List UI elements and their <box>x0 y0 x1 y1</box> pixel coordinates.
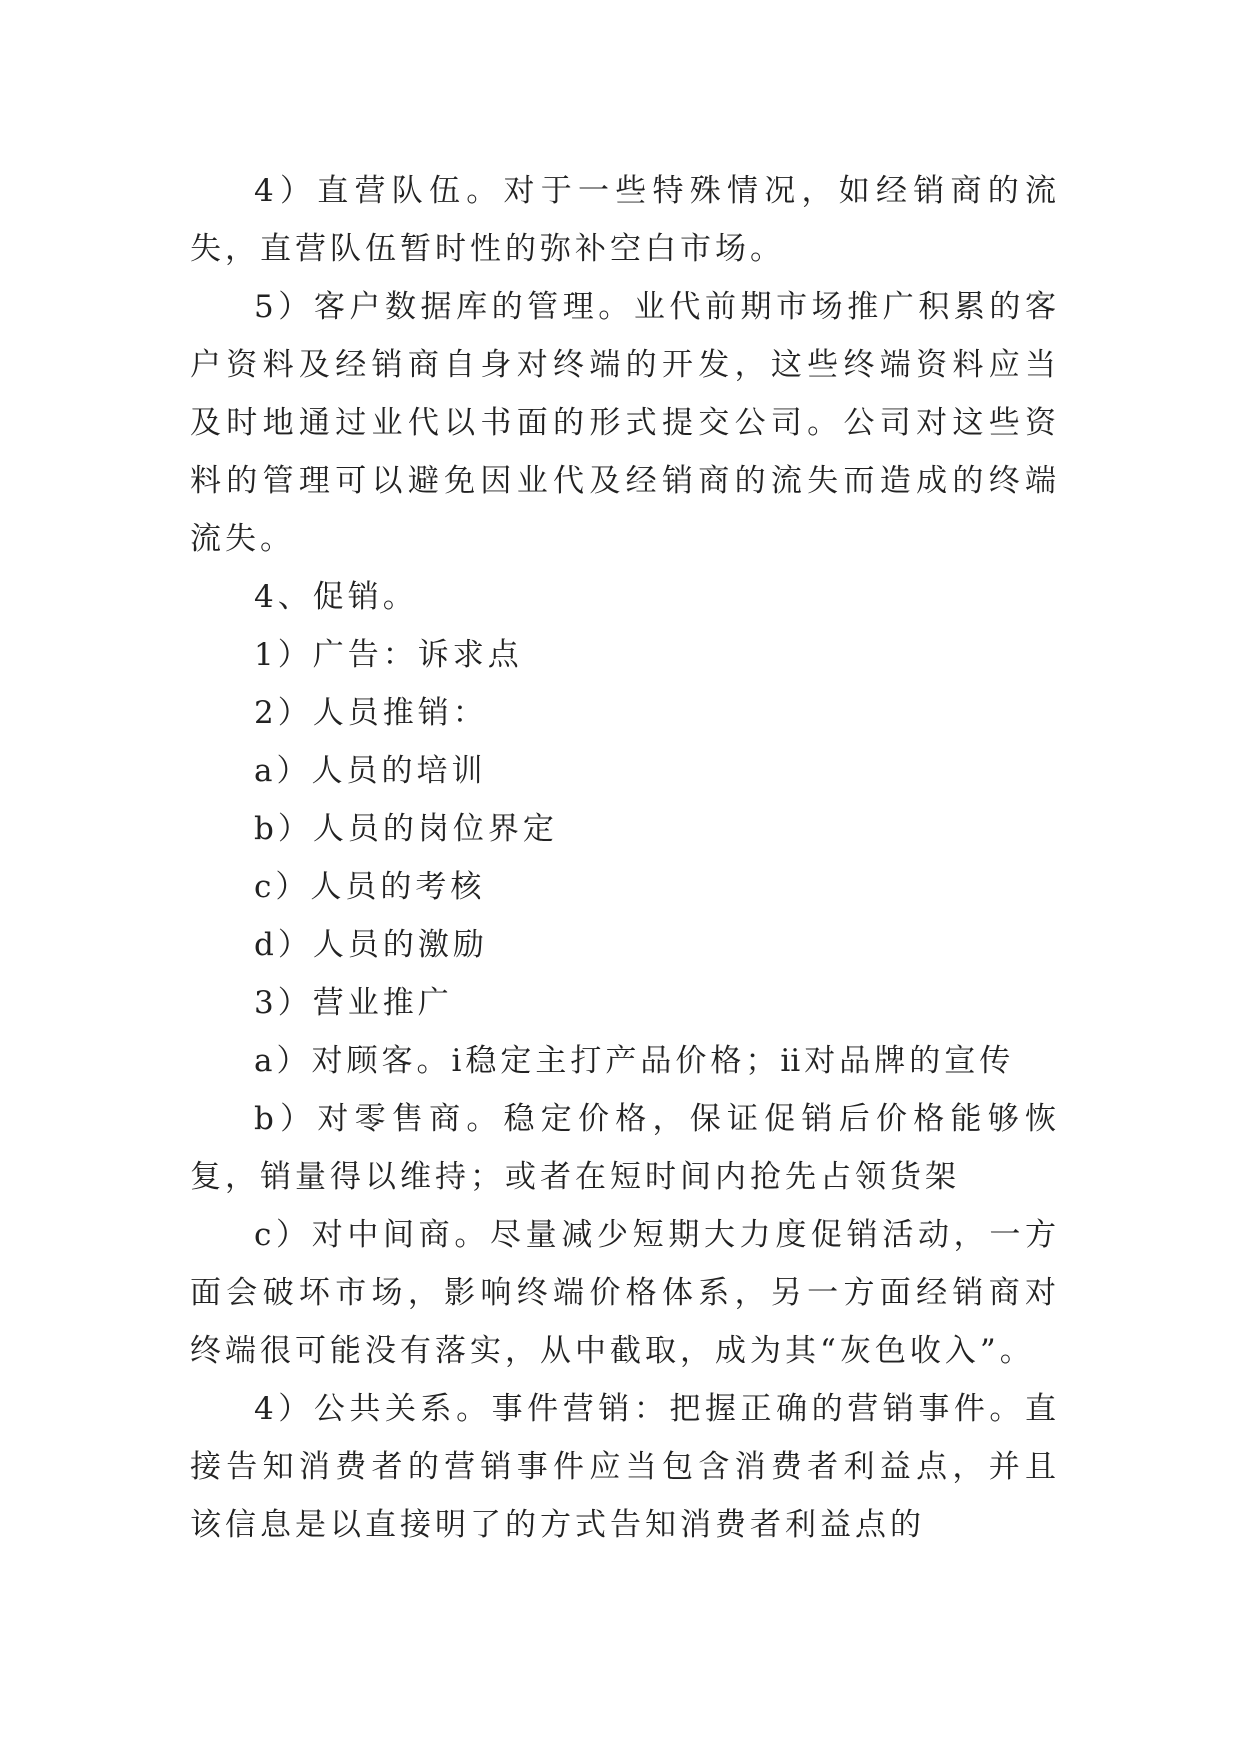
list-item-to-customers: a）对顾客。ⅰ稳定主打产品价格；ⅱ对品牌的宣传 <box>254 1043 1015 1079</box>
list-item-sales-promotion: 3）营业推广 <box>254 985 453 1021</box>
paragraph-to-retailers: b）对零售商。稳定价格，保证促销后价格能够恢复，销量得以维持；或者在短时间内抢先占领货架 <box>190 1101 1060 1195</box>
paragraph-customer-database: 5）客户数据库的管理。业代前期市场推广积累的客户资料及经销商自身对终端的开发，这些终端资料应当及时地通过业代以书面的形式提交公司。公司对这些资料的管理可以避免因业代及经销商的流失而造成的终端流失。 <box>190 289 1060 557</box>
list-item-staff-training: a）人员的培训 <box>254 753 487 789</box>
list-item-staff-assessment: c）人员的考核 <box>254 869 486 905</box>
paragraph-to-middlemen: c）对中间商。尽量减少短期大力度促销活动，一方面会破坏市场，影响终端价格体系，另一方面经销商对终端很可能没有落实，从中截取，成为其“灰色收入”。 <box>190 1217 1060 1369</box>
paragraph-direct-sales-team: 4）直营队伍。对于一些特殊情况，如经销商的流失，直营队伍暂时性的弥补空白市场。 <box>190 173 1060 267</box>
paragraph-public-relations: 4）公共关系。事件营销：把握正确的营销事件。直接告知消费者的营销事件应当包含消费者利益点，并且该信息是以直接明了的方式告知消费者利益点的 <box>190 1391 1060 1543</box>
document-body <box>190 162 1060 1554</box>
list-item-advertising: 1）广告：诉求点 <box>254 637 523 673</box>
list-item-staff-incentive: d）人员的激励 <box>254 927 488 963</box>
section-heading-promotion: 4、促销。 <box>254 579 418 615</box>
list-item-staff-roles: b）人员的岗位界定 <box>254 811 558 847</box>
list-item-personal-selling: 2）人员推销： <box>254 695 488 731</box>
